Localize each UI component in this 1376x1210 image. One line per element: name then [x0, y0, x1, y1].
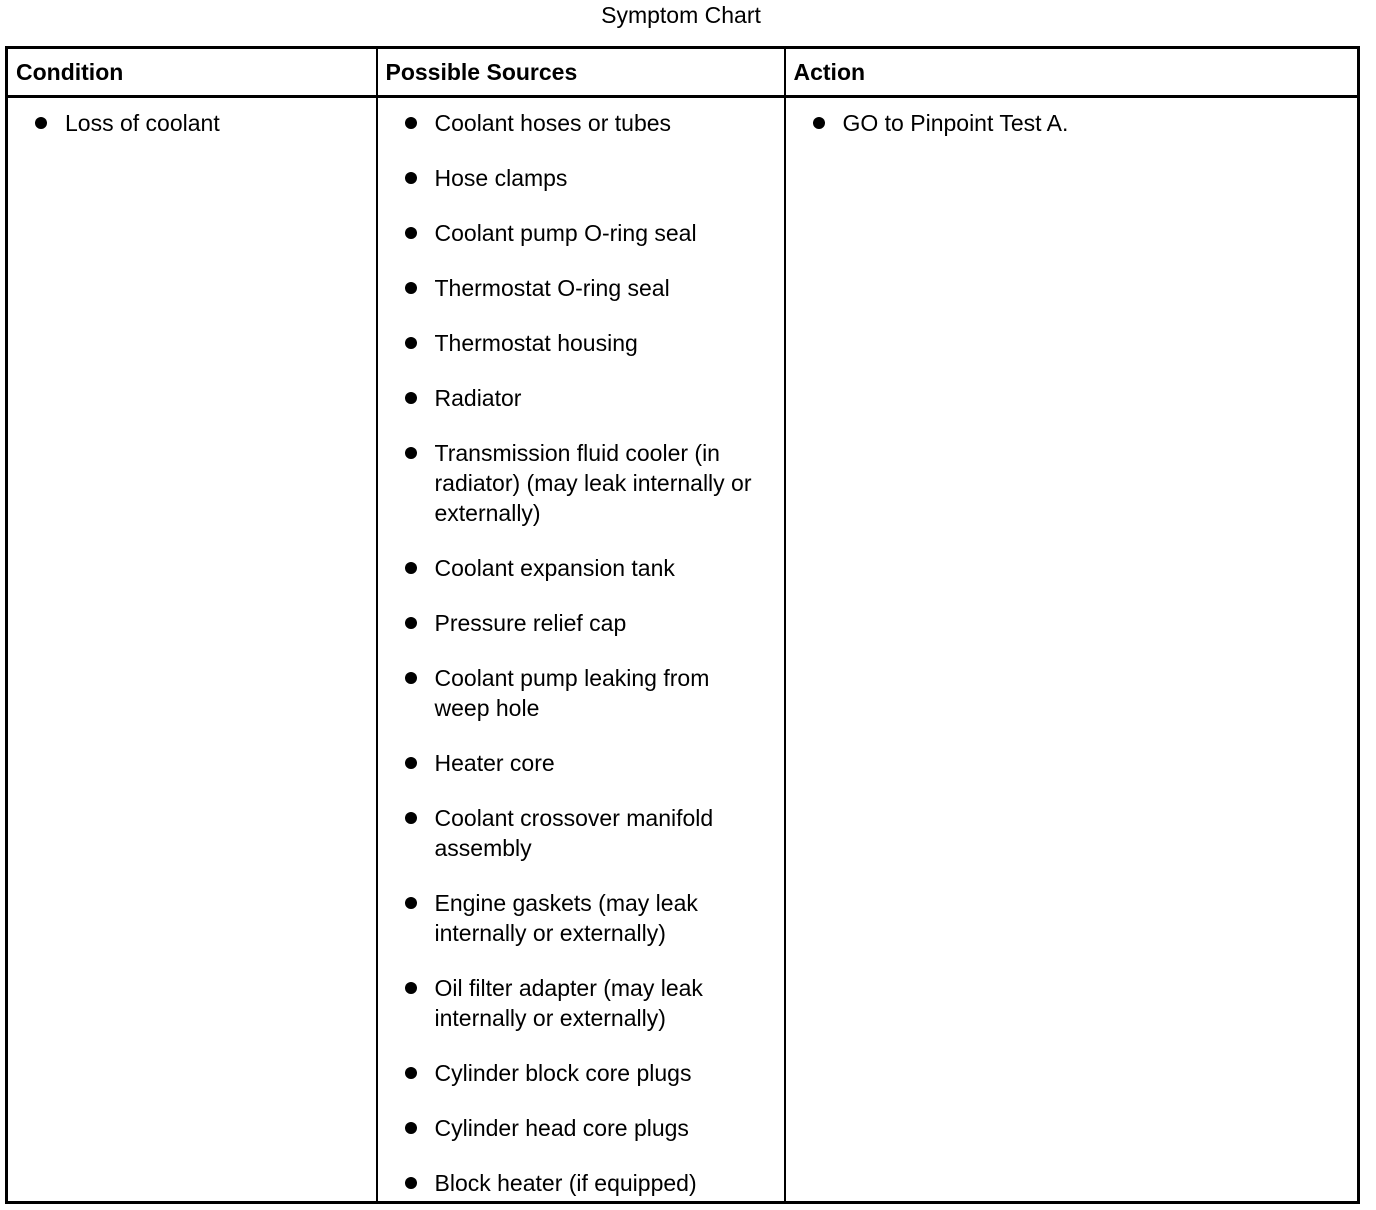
list-item-text: Oil filter adapter (may leak internally or externally) [434, 975, 703, 1031]
list-item-text: Cylinder block core plugs [434, 1060, 692, 1086]
bullet-icon [405, 447, 417, 459]
action-cell [785, 97, 1359, 1203]
list-item [786, 108, 1358, 138]
list-item [378, 383, 784, 413]
list-item-text: Hose clamps [434, 165, 568, 191]
bullet-icon [405, 1177, 417, 1189]
list-item-text: Coolant pump leaking from weep hole [434, 665, 710, 721]
bullet-icon [405, 117, 417, 129]
bullet-icon [405, 227, 417, 239]
bullet-icon [405, 897, 417, 909]
bullet-icon [405, 562, 417, 574]
table-row [7, 97, 1359, 1203]
list-item-text: Engine gaskets (may leak internally or externally) [434, 890, 698, 946]
list-item [378, 1113, 784, 1143]
list-item-text: Thermostat O-ring seal [434, 275, 670, 301]
list-item-text: Transmission fluid cooler (in radiator) (may leak internally or externally) [434, 440, 752, 526]
list-item [378, 438, 784, 528]
chart-title: Symptom Chart [601, 2, 761, 28]
header-possible-sources: Possible Sources [377, 48, 785, 97]
condition-list [8, 98, 376, 138]
list-item [378, 163, 784, 193]
bullet-icon [405, 812, 417, 824]
list-item-text: Coolant pump O-ring seal [434, 220, 697, 246]
bullet-icon [405, 282, 417, 294]
list-item [378, 888, 784, 948]
bullet-icon [405, 617, 417, 629]
list-item-text: Pressure relief cap [434, 610, 627, 636]
list-item-text: Thermostat housing [434, 330, 638, 356]
list-item [378, 328, 784, 358]
list-item-text: Heater core [434, 750, 555, 776]
bullet-icon [35, 117, 47, 129]
list-item [378, 553, 784, 583]
bullet-icon [405, 337, 417, 349]
list-item [378, 663, 784, 723]
list-item [378, 748, 784, 778]
action-list [786, 98, 1358, 138]
list-item-text: Cylinder head core plugs [434, 1115, 689, 1141]
bullet-icon [405, 672, 417, 684]
bullet-icon [405, 982, 417, 994]
bullet-icon [405, 1122, 417, 1134]
list-item [378, 608, 784, 638]
list-item-text: Coolant crossover manifold assembly [434, 805, 714, 861]
list-item [378, 1058, 784, 1088]
list-item [378, 108, 784, 138]
condition-cell [7, 97, 377, 1203]
bullet-icon [405, 1067, 417, 1079]
list-item [378, 218, 784, 248]
bullet-icon [405, 172, 417, 184]
possible-sources-cell [377, 97, 785, 1203]
list-item [378, 1168, 784, 1198]
list-item-text: Coolant hoses or tubes [434, 110, 672, 136]
list-item-text: Block heater (if equipped) [434, 1170, 697, 1196]
possible-sources-list [378, 98, 784, 1198]
list-item [8, 108, 376, 138]
list-item-text: Coolant expansion tank [434, 555, 675, 581]
bullet-icon [813, 117, 825, 129]
list-item [378, 273, 784, 303]
header-row [7, 48, 1359, 97]
list-item [378, 803, 784, 863]
bullet-icon [405, 392, 417, 404]
list-item [378, 973, 784, 1033]
list-item-text: GO to Pinpoint Test A. [842, 110, 1069, 136]
symptom-chart-table [5, 46, 1360, 1204]
list-item-text: Radiator [434, 385, 522, 411]
list-item-text: Loss of coolant [65, 110, 220, 136]
header-action: Action [785, 48, 1359, 97]
header-condition: Condition [7, 48, 377, 97]
bullet-icon [405, 757, 417, 769]
